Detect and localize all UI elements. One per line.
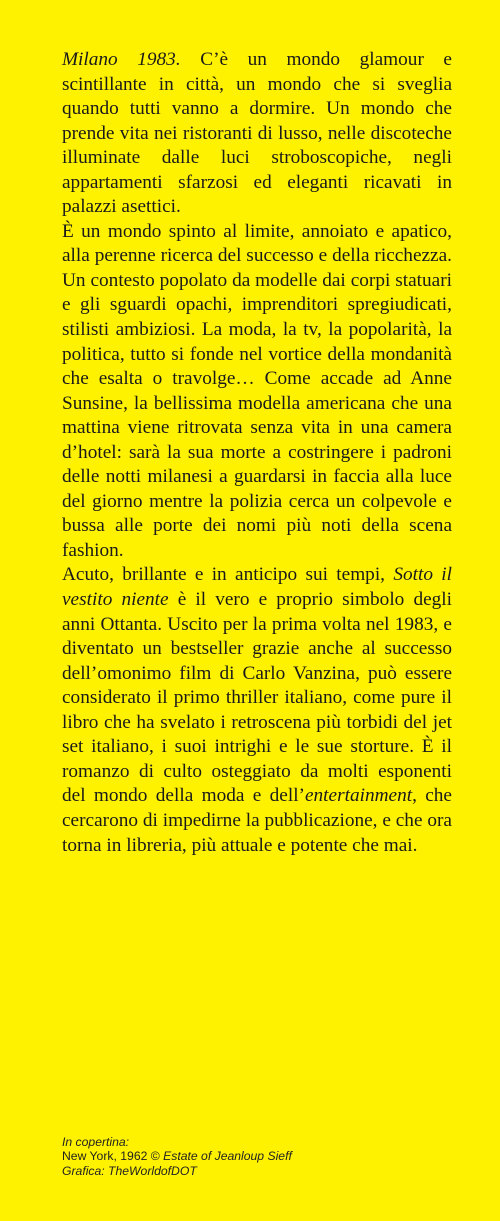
photo-place: New York, 1962 © (62, 1149, 164, 1164)
graphics-credit-text: Grafica: TheWorldofDOT (62, 1163, 197, 1178)
photo-credit-holder: Estate of Jeanloup Sieff (163, 1149, 292, 1164)
blurb-paragraph-3-body: è il vero e proprio simbolo degli anni Ottanta. Uscito per la prima volta nel 1983, e diventato un bestseller grazie anche al successo dell’omonimo film di Carlo Vanzina, può essere considerato il primo thriller italiano, come pure il libro che ha svelato i retroscena più torbidi del jet set italiano, i suoi intrighi e le sue storture. È il romanzo di culto osteggiato da molti esponenti del mondo della moda e dell’ (62, 589, 452, 807)
blurb-text (62, 48, 452, 858)
entertainment-word: entertainment (304, 785, 413, 807)
blurb-paragraph-3-end: , che cercarono di impedirne la pubblicazione, e che ora torna in libreria, più attuale e potente che mai. (62, 785, 452, 856)
blurb-paragraph-3-lead: Acuto, brillante e in anticipo sui tempi, (62, 564, 394, 586)
blurb-paragraph-2: È un mondo spinto al limite, annoiato e apatico, alla perenne ricerca del successo e della ricchezza. Un contesto popolato da modelle dai corpi statuari e gli sguardi opachi, imprenditori spregiudicati, stilisti ambiziosi. La moda, la tv, la popolarità, la politica, tutto si fonde nel vortice della mondanità che esalta o travolge… Come accade ad Anne Sunsine, la bellissima modella americana che una mattina viene ritrovata senza vita in una camera d’hotel: sarà la sua morte a costringere i padroni delle notti milanesi a guardarsi in faccia alla luce del giorno mentre la polizia cerca un colpevole e bussa alle porte dei nomi più noti della scena fashion. (62, 220, 452, 561)
blurb-paragraph-1-text: C’è un mondo glamour e scintillante in città, un mondo che si sveglia quando tutti vanno a dormire. Un mondo che prende vita nei ristoranti di lusso, nelle discoteche illuminate dalle luci stroboscopiche, negli appartamenti sfarzosi ed eleganti ricavati in palazzi asettici. (62, 49, 452, 218)
cover-label-text: In copertina: (62, 1135, 130, 1149)
book-title: Sotto il vestito niente (62, 564, 452, 611)
blurb-paragraph-3 (62, 563, 452, 858)
cover-credits (62, 1135, 452, 1178)
photo-credit (62, 1149, 452, 1163)
cover-label (62, 1135, 452, 1149)
blurb-paragraph-1 (62, 48, 452, 220)
graphics-credit (62, 1164, 452, 1178)
blurb-place-date: Milano 1983. (62, 49, 181, 70)
